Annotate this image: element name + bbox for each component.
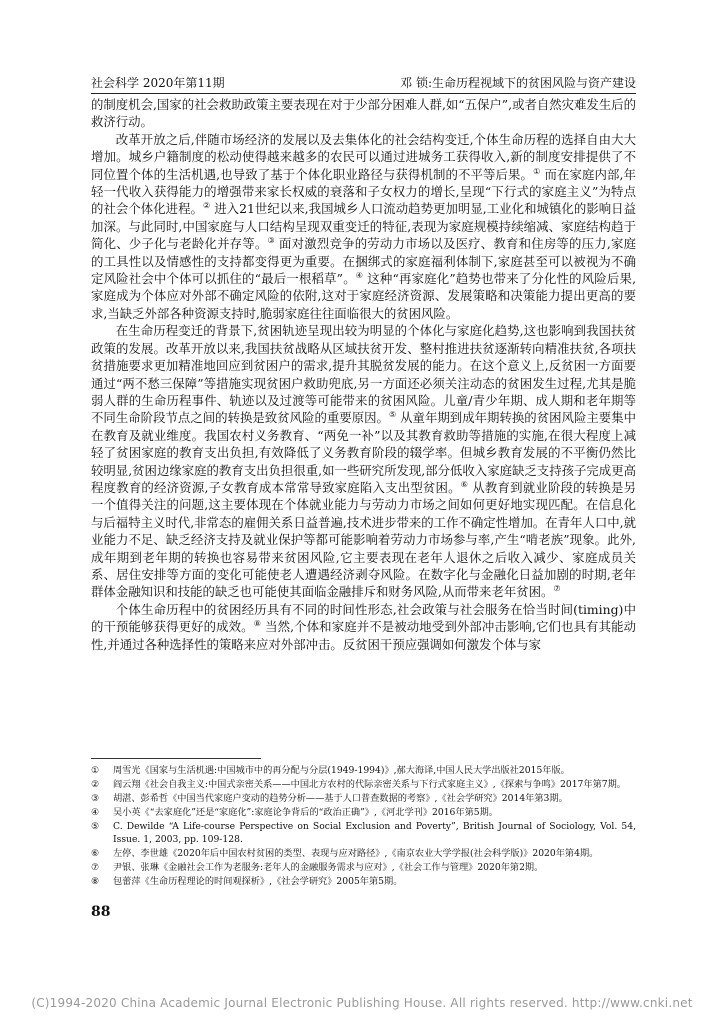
footnote-text: 周雪光《国家与生活机遇:中国城市中的再分配与分层(1949-1994)》,郝大海译,中国人民大学出版社2015年版。 bbox=[113, 765, 570, 776]
footnote-number: ⑧ bbox=[91, 876, 100, 887]
article-body bbox=[91, 96, 636, 653]
paragraph-text: 个体生命历程中的贫困经历具有不同的时间性形态,社会政策与社会服务在恰当时间(timing)中的干预能够获得更好的成效。 bbox=[91, 601, 636, 635]
footnote-number: ③ bbox=[91, 793, 100, 804]
body-paragraph bbox=[91, 322, 636, 601]
footnote-text: 吴小英《“去家庭化”还是“家庭化”:家庭论争背后的“政治正确”》,《河北学刊》2016年第5期。 bbox=[113, 807, 498, 818]
footnote-number: ⑥ bbox=[91, 848, 100, 859]
footnote-reference: ② bbox=[202, 201, 211, 211]
footnote-reference: ① bbox=[533, 166, 541, 176]
header-divider bbox=[91, 93, 636, 94]
footnote-item bbox=[91, 847, 636, 860]
footnote-item bbox=[91, 861, 636, 874]
header-article-title: 邓 锁:生命历程视域下的贫困风险与资产建设 bbox=[400, 76, 636, 90]
footnote-item bbox=[91, 792, 636, 805]
header-journal-issue: 社会科学 2020年第11期 bbox=[91, 76, 225, 90]
footnote-reference: ④ bbox=[355, 270, 364, 280]
footnote-item bbox=[91, 875, 636, 888]
footnote-number: ⑤ bbox=[91, 821, 100, 832]
footnote-item bbox=[91, 820, 636, 846]
footnote-text: 左停、李世雄《2020年后中国农村贫困的类型、表现与应对路径》,《南京农业大学学报(社会科学版)》2020年第4期。 bbox=[113, 848, 599, 859]
footnotes bbox=[91, 764, 636, 889]
paragraph-text: 从童年期到成年期转换的贫困风险主要集中在教育及就业维度。我国农村义务教育、“两免一补”以及其教育救助等措施的实施,在很大程度上减轻了贫困家庭的教育支出负担,有效降低了义务教育阶段的辍学率。但城乡教育发展的不平衡仍然比较明显,贫困边缘家庭的教育支出负担很重,如一些研究所发现,部分低收入家庭缺乏支持孩子完成更高程度教育的经济资源,子女教育成本常常导致家庭陷入支出型贫困。 bbox=[91, 410, 636, 495]
paragraph-text: 在生命历程变迁的背景下,贫困轨迹呈现出较为明显的个体化与家庭化趋势,这也影响到我国扶贫政策的发展。改革开放以来,我国扶贫战略从区域扶贫开发、整村推进扶贫逐渐转向精准扶贫,各项扶贫措施要求更加精准地回应到贫困户的需求,提升其脱贫发展的能力。在这个意义上,反贫困一方面要通过“两不愁三保障”等措施实现贫困户救助兜底,另一方面还必须关注动态的贫困发生过程,尤其是脆弱人群的生命历程事件、轨迹以及过渡等可能带来的贫困风险。儿童/青少年期、成人期和老年期等不同生命阶段节点之间的转换是致贫风险的重要原因。 bbox=[91, 323, 636, 426]
footnote-reference: ⑧ bbox=[253, 619, 261, 629]
footnote-text: 包蕾萍《生命历程理论的时间观探析》,《社会学研究》2005年第5期。 bbox=[113, 876, 403, 887]
copyright-watermark: (C)1994-2020 China Academic Journal Electronic Publishing House. All rights reserved. http://www.cnki.net bbox=[31, 996, 693, 1010]
body-paragraph bbox=[91, 96, 636, 131]
paragraph-text: 改革开放之后,伴随市场经济的发展以及去集体化的社会结构变迁,个体生命历程的选择自由大大增加。城乡户籍制度的松动使得越来越多的农民可以通过进城务工获得收入,新的制度安排提供了不同位置个体的生活机遇,也导致了基于个体化职业路径与获得机制的不平等后果。 bbox=[91, 131, 636, 182]
paragraph-text: 进入21世纪以来,我国城乡人口流动趋势更加明显,工业化和城镇化的影响日益加深。与此同时,中国家庭与人口结构呈现双重变迁的特征,表现为家庭规模持续缩减、家庭结构趋于简化、少子化与老龄化并存等。 bbox=[91, 201, 637, 252]
footnote-reference: ⑦ bbox=[553, 584, 561, 594]
running-header bbox=[91, 76, 636, 90]
body-paragraph bbox=[91, 601, 636, 653]
paragraph-text: 这种“再家庭化”趋势也带来了分化性的风险后果,家庭成为个体应对外部不确定风险的依附,这对于家庭经济资源、发展策略和决策能力提出更高的要求,当缺乏外部各种资源支持时,脆弱家庭往往面临很大的贫困风险。 bbox=[91, 271, 637, 321]
footnote-reference: ③ bbox=[267, 236, 275, 246]
paragraph-text: 从教育到就业阶段的转换是另一个值得关注的问题,这主要体现在个体就业能力与劳动力市场之间如何更好地实现匹配。在信息化与后福特主义时代,非常态的雇佣关系日益普遍,技术进步带来的工作不确定性增加。在青年人口中,就业能力不足、缺乏经济支持及就业保护等都可能影响着劳动力市场参与率,产生“啃老族”现象。此外,成年期到老年期的转换也容易带来贫困风险,它主要表现在老年人退休之后收入减少、家庭成员关系、居住安排等方面的变化可能使老人遭遇经济剥夺风险。在数字化与金融化日益加剧的时期,老年群体金融知识和技能的缺乏也可能使其面临金融排斥和财务风险,从而带来老年贫困。 bbox=[91, 479, 636, 600]
footnote-number: ⑦ bbox=[91, 862, 100, 873]
footnote-item bbox=[91, 806, 636, 819]
footnote-item bbox=[91, 764, 636, 777]
paragraph-text: 当然,个体和家庭并不是被动地受到外部冲击影响,它们也具有其能动性,并通过各种选择性的策略来应对外部冲击。反贫困干预应强调如何激发个体与家 bbox=[91, 619, 636, 652]
footnote-reference: ⑥ bbox=[460, 479, 469, 489]
footnote-number: ④ bbox=[91, 807, 100, 818]
page-number: 88 bbox=[91, 904, 111, 920]
footnote-text: C. Dewilde “A Life-course Perspective on Social Exclusion and Poverty”, British Journal of Sociology, Vol. 54, Issue. 1, 2003, pp. 109-128. bbox=[113, 821, 636, 845]
footnote-text: 阎云翔《社会自我主义:中国式亲密关系——中国北方农村的代际亲密关系与下行式家庭主义》,《探索与争鸣》2017年第7期。 bbox=[113, 779, 626, 790]
footnote-number: ① bbox=[91, 765, 100, 776]
footnote-number: ② bbox=[91, 779, 100, 790]
body-paragraph bbox=[91, 131, 636, 322]
paragraph-text: 面对激烈竞争的劳动力市场以及医疗、教育和住房等的压力,家庭的工具性以及情感性的支持都变得更为重要。在捆绑式的家庭福利体制下,家庭甚至可以被视为不确定风险社会中个体可以抓住的“最后一根稻草”。 bbox=[91, 236, 637, 287]
footnote-divider bbox=[91, 758, 261, 759]
footnote-reference: ⑤ bbox=[388, 410, 397, 420]
paragraph-text: 的制度机会,国家的社会救助政策主要表现在对于少部分困难人群,如“五保户”,或者自然灾难发生后的救济行动。 bbox=[91, 97, 636, 130]
footnote-text: 胡湛、彭希哲《中国当代家庭户变动的趋势分析——基于人口普查数据的考察》,《社会学研究》2014年第3期。 bbox=[113, 793, 568, 804]
footnote-item bbox=[91, 778, 636, 791]
footnote-text: 尹银、张琳《金融社会工作为老服务:老年人的金融服务需求与应对》,《社会工作与管理》2020年第2期。 bbox=[113, 862, 544, 873]
paragraph-text: 而在家庭内部,年轻一代收入获得能力的增强带来家长权威的衰落和子女权力的增长,呈现“下行式的家庭主义”为特点的社会个体化进程。 bbox=[91, 166, 636, 217]
